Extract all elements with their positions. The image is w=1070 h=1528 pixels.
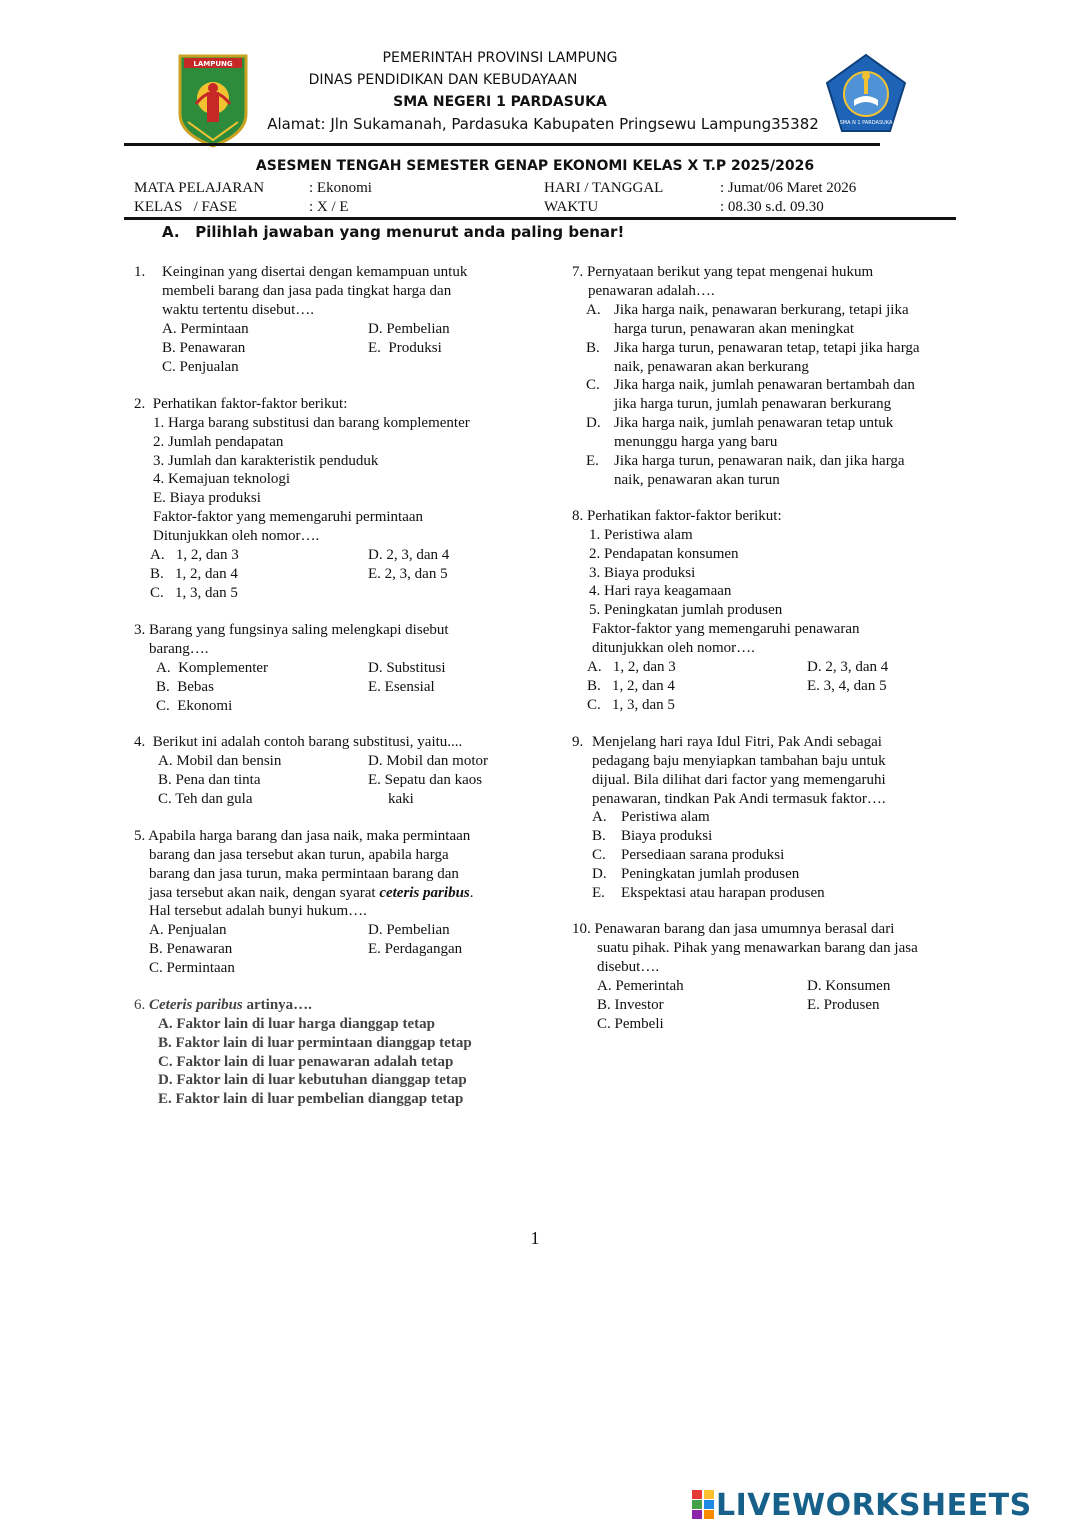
option-text: Jika harga turun, penawaran naik, dan jika harga (614, 453, 905, 469)
option-d[interactable]: D. Pembelian (368, 321, 450, 337)
option-b[interactable]: B. Penawaran (162, 340, 246, 356)
subject-label: MATA PELAJARAN (134, 180, 265, 196)
option-a[interactable]: A. 1, 2, dan 3 (150, 547, 239, 563)
question-text: ditunjukkan oleh nomor…. (592, 640, 755, 656)
option-a[interactable]: A. Mobil dan bensin (158, 753, 282, 769)
question-text: 4. Berikut ini adalah contoh barang substitusi, yaitu.... (134, 734, 463, 750)
question-text: barang dan jasa turun, maka permintaan barang dan (149, 866, 459, 882)
option-a[interactable]: A. Faktor lain di luar harga dianggap tetap (158, 1016, 435, 1032)
option-letter: D. (586, 415, 601, 431)
question-text: barang dan jasa tersebut akan turun, apabila harga (149, 847, 449, 863)
factor-item: 5. Peningkatan jumlah produsen (589, 602, 783, 618)
option-c[interactable]: C. Ekonomi (156, 698, 233, 714)
question-text: penawaran adalah…. (588, 283, 715, 299)
svg-text:SMA N 1 PARDASUKA: SMA N 1 PARDASUKA (839, 120, 893, 126)
question-1 (134, 263, 534, 378)
school-logo (824, 52, 908, 136)
factor-item: 3. Jumlah dan karakteristik penduduk (153, 453, 379, 469)
question-5 (134, 827, 534, 979)
option-letter: E. (586, 453, 599, 469)
option-e[interactable]: E. Perdagangan (368, 941, 463, 957)
question-text: suatu pihak. Pihak yang menawarkan barang dan jasa (597, 940, 918, 956)
question-text: membeli barang dan jasa pada tingkat harga dan (162, 283, 452, 299)
question-text: 6. Ceteris paribus artinya…. (134, 997, 312, 1013)
option-e[interactable]: E. 2, 3, dan 5 (368, 566, 448, 582)
question-text: pedagang baju menyiapkan tambahan baju untuk (592, 753, 886, 769)
question-text: Menjelang hari raya Idul Fitri, Pak Andi sebagai (592, 734, 882, 750)
liveworksheets-wordmark: LIVEWORKSHEETS (716, 1487, 1032, 1523)
question-3 (134, 621, 534, 721)
question-text: 8. Perhatikan faktor-faktor berikut: (572, 508, 782, 524)
option-text: Jika harga naik, jumlah penawaran tetap untuk (614, 415, 894, 431)
day-value: : Jumat/06 Maret 2026 (720, 180, 857, 196)
liveworksheets-icon (692, 1490, 716, 1520)
header-divider (124, 143, 880, 146)
option-c[interactable]: C. 1, 3, dan 5 (587, 697, 675, 713)
option-c[interactable]: C. Permintaan (149, 960, 235, 976)
class-value: : X / E (309, 199, 349, 215)
option-c[interactable]: C. Teh dan gula (158, 791, 253, 807)
option-d[interactable]: D. Konsumen (807, 978, 891, 994)
option-e-continued: kaki (388, 791, 414, 807)
question-6 (134, 996, 554, 1111)
question-text: penawaran, tindkan Pak Andi termasuk faktor…. (592, 791, 886, 807)
factor-item: 1. Peristiwa alam (589, 527, 693, 543)
option-letter: A. (586, 302, 601, 318)
option-a[interactable]: A. Komplementer (156, 660, 269, 676)
question-4 (134, 733, 534, 813)
option-b[interactable]: B. Pena dan tinta (158, 772, 261, 788)
option-e[interactable]: E. Produsen (807, 997, 880, 1013)
option-b[interactable]: B. Penawaran (149, 941, 233, 957)
option-text: Jika harga naik, jumlah penawaran bertambah dan (614, 377, 915, 393)
option-d[interactable]: D. Faktor lain di luar kebutuhan dianggap tetap (158, 1072, 467, 1088)
time-label: WAKTU (544, 199, 599, 215)
liveworksheets-logo (692, 1486, 1032, 1524)
question-2 (134, 395, 534, 605)
option-e[interactable]: E. Faktor lain di luar pembelian dianggap tetap (158, 1091, 464, 1107)
question-text: Ditunjukkan oleh nomor…. (153, 528, 320, 544)
option-d[interactable]: D. Pembelian (368, 922, 450, 938)
option-text: naik, penawaran akan turun (614, 472, 780, 488)
factor-item: 4. Kemajuan teknologi (153, 471, 291, 487)
question-8 (572, 507, 962, 717)
question-text: Hal tersebut adalah bunyi hukum…. (149, 903, 367, 919)
page-number: 1 (530, 1228, 540, 1248)
question-text: 2. Perhatikan faktor-faktor berikut: (134, 396, 348, 412)
option-b[interactable]: B. Investor (597, 997, 664, 1013)
option-e[interactable]: E. 3, 4, dan 5 (807, 678, 887, 694)
exam-title: ASESMEN TENGAH SEMESTER GENAP EKONOMI KELAS X T.P 2025/2026 (255, 158, 815, 174)
option-text: jika harga turun, jumlah penawaran berkurang (614, 396, 892, 412)
question-text: Faktor-faktor yang memengaruhi penawaran (592, 621, 860, 637)
option-d[interactable]: D. 2, 3, dan 4 (368, 547, 450, 563)
option-c[interactable]: C. Pembeli (597, 1016, 664, 1032)
factor-item: 3. Biaya produksi (589, 565, 696, 581)
option-text: harga turun, penawaran akan meningkat (614, 321, 855, 337)
meta-divider (124, 217, 956, 220)
school-name: SMA NEGERI 1 PARDASUKA (393, 94, 607, 110)
option-c[interactable]: C. 1, 3, dan 5 (150, 585, 238, 601)
question-9: 9. Menjelang hari raya Idul Fitri, Pak Andi sebagai pedagang baju menyiapkan tambahan baju untuk dijual. Bila dilihat dari factor yang memengaruhi penawaran, tindkan Pak Andi termasuk faktor…. A. Peristiwa alam B. Biaya produksi C. Persediaan sarana produksi D. Peningkatan jumlah produsen E. Ekspektasi atau harapan produsen (572, 734, 886, 901)
svg-text:LAMPUNG: LAMPUNG (193, 60, 233, 68)
section-a-instruction: A. Pilihlah jawaban yang menurut anda paling benar! (162, 223, 625, 241)
option-b[interactable]: B. 1, 2, dan 4 (587, 678, 675, 694)
class-label: KELAS / FASE (134, 199, 238, 215)
question-number: 9. (572, 734, 584, 750)
option-c[interactable]: C. Faktor lain di luar penawaran adalah tetap (158, 1054, 454, 1070)
question-text: disebut…. (597, 959, 660, 975)
option-b[interactable]: B. Faktor lain di luar permintaan dianggap tetap (158, 1035, 472, 1051)
question-7 (572, 263, 962, 491)
factor-item: 4. Hari raya keagamaan (589, 583, 732, 599)
question-text: jasa tersebut akan naik, dengan syarat ceteris paribus. (149, 885, 474, 901)
lampung-crest-logo (178, 52, 248, 148)
option-b[interactable]: B. 1, 2, dan 4 (150, 566, 238, 582)
option-a[interactable]: A. Permintaan (162, 321, 249, 337)
question-text: 7. Pernyataan berikut yang tepat mengenai hukum (572, 264, 874, 280)
option-text: Jika harga naik, penawaran berkurang, tetapi jika (614, 302, 909, 318)
subject-value: : Ekonomi (309, 180, 372, 196)
question-text: Keinginan yang disertai dengan kemampuan untuk (162, 264, 468, 280)
question-text: Faktor-faktor yang memengaruhi permintaan (153, 509, 424, 525)
factor-item: E. Biaya produksi (153, 490, 261, 506)
option-d[interactable]: D. Substitusi (368, 660, 446, 676)
question-number: 1. (134, 264, 146, 280)
question-text: barang…. (149, 641, 209, 657)
option-a[interactable]: A. Pemerintah (597, 978, 684, 994)
option-a[interactable]: A. 1, 2, dan 3 (587, 659, 676, 675)
school-address: Alamat: Jln Sukamanah, Pardasuka Kabupaten Pringsewu Lampung35382 (267, 115, 819, 133)
option-text: Jika harga turun, penawaran tetap, tetapi jika harga (614, 340, 920, 356)
option-e[interactable]: E. Sepatu dan kaos (368, 772, 483, 788)
option-c[interactable]: C. Penjualan (162, 359, 239, 375)
factor-item: 1. Harga barang substitusi dan barang komplementer (153, 415, 470, 431)
header-line-2: DINAS PENDIDIKAN DAN KEBUDAYAAN (308, 72, 578, 88)
option-e[interactable]: E. Produksi (368, 340, 442, 356)
time-value: : 08.30 s.d. 09.30 (720, 199, 824, 215)
question-text: 5. Apabila harga barang dan jasa naik, maka permintaan (134, 828, 471, 844)
question-10 (572, 920, 962, 1035)
question-text: 3. Barang yang fungsinya saling melengkapi disebut (134, 622, 449, 638)
day-label: HARI / TANGGAL (544, 180, 664, 196)
option-letter: B. (586, 340, 600, 356)
header-line-1: PEMERINTAH PROVINSI LAMPUNG (382, 50, 618, 66)
option-a[interactable]: A. Penjualan (149, 922, 227, 938)
ceteris-paribus-term: ceteris paribus (379, 885, 470, 901)
question-text: waktu tertentu disebut…. (162, 302, 315, 318)
option-letter: C. (586, 377, 600, 393)
option-text: naik, penawaran akan berkurang (614, 359, 809, 375)
option-e[interactable]: E. Esensial (368, 679, 435, 695)
option-d[interactable]: D. Mobil dan motor (368, 753, 488, 769)
option-d[interactable]: D. 2, 3, dan 4 (807, 659, 889, 675)
question-text: dijual. Bila dilihat dari factor yang memengaruhi (592, 772, 886, 788)
factor-item: 2. Jumlah pendapatan (153, 434, 284, 450)
option-text: menunggu harga yang baru (614, 434, 778, 450)
factor-item: 2. Pendapatan konsumen (589, 546, 739, 562)
question-text: 10. Penawaran barang dan jasa umumnya berasal dari (572, 921, 895, 937)
option-b[interactable]: B. Bebas (156, 679, 214, 695)
